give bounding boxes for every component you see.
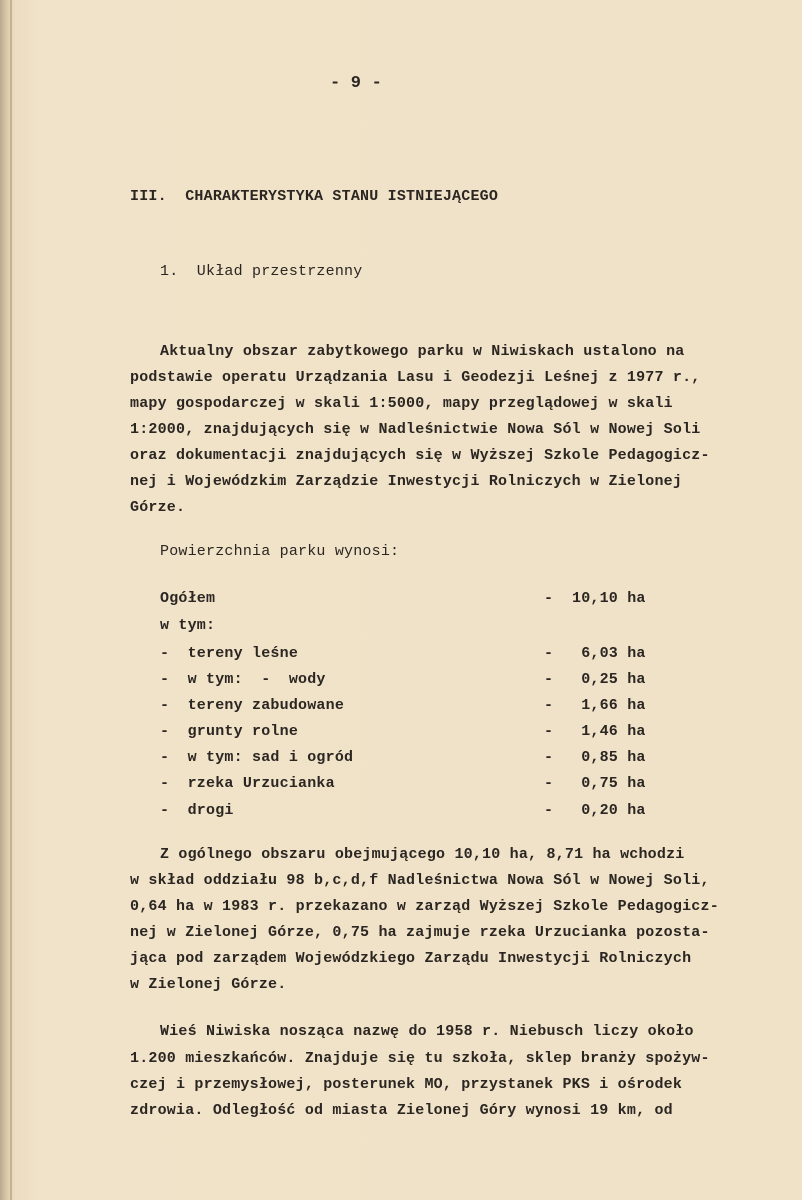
paragraph1-line: oraz dokumentacji znajdujących się w Wyższej Szkole Pedagogicz-	[130, 447, 710, 464]
table-row-label: Ogółem	[160, 590, 216, 607]
table-row-value: 0,25 ha	[572, 671, 646, 688]
paragraph2-line: jąca pod zarządem Wojewódzkiego Zarządu Inwestycji Rolniczych	[130, 950, 692, 967]
table-row-value: 0,20 ha	[572, 802, 646, 819]
paragraph1-line: 1:2000, znajdujących się w Nadleśnictwie Nowa Sól w Nowej Soli	[130, 421, 701, 438]
area-intro: Powierzchnia parku wynosi:	[160, 543, 400, 560]
table-row-label: - grunty rolne	[160, 723, 299, 740]
table-row-value: 1,66 ha	[572, 697, 646, 714]
paragraph1-line: nej i Wojewódzkim Zarządzie Inwestycji Rolniczych w Zielonej	[130, 473, 683, 490]
table-row-value: 1,46 ha	[572, 723, 646, 740]
table-row-value: 6,03 ha	[572, 645, 646, 662]
table-row-dash: -	[544, 723, 554, 740]
table-row-label: - drogi	[160, 802, 234, 819]
table-row-value: 0,85 ha	[572, 749, 646, 766]
table-row-dash: -	[544, 802, 554, 819]
binding-edge	[10, 0, 12, 1200]
paragraph3-line: Wieś Niwiska nosząca nazwę do 1958 r. Niebusch liczy około	[160, 1023, 694, 1040]
table-row-label: - tereny leśne	[160, 645, 299, 662]
table-row-dash: -	[544, 671, 554, 688]
paragraph1-line: Aktualny obszar zabytkowego parku w Niwiskach ustalono na	[160, 343, 685, 360]
table-row-dash: -	[544, 697, 554, 714]
paragraph2-line: nej w Zielonej Górze, 0,75 ha zajmuje rzeka Urzucianka pozosta-	[130, 924, 710, 941]
table-row-dash: -	[544, 749, 554, 766]
table-row-label: w tym:	[160, 617, 216, 634]
paragraph2-line: 0,64 ha w 1983 r. przekazano w zarząd Wyższej Szkole Pedagogicz-	[130, 898, 719, 915]
paragraph3-line: 1.200 mieszkańców. Znajduje się tu szkoła, sklep branży spożyw-	[130, 1050, 710, 1067]
paragraph3-line: czej i przemysłowej, posterunek MO, przystanek PKS i ośrodek	[130, 1076, 683, 1093]
table-row-dash: -	[544, 590, 554, 607]
table-row-label: - w tym: - wody	[160, 671, 326, 688]
page-number: - 9 -	[330, 74, 383, 93]
table-row-label: - tereny zabudowane	[160, 697, 345, 714]
paragraph2-line: w Zielonej Górze.	[130, 976, 287, 993]
paragraph1-line: mapy gospodarczej w skali 1:5000, mapy przeglądowej w skali	[130, 395, 673, 412]
table-row-label: - rzeka Urzucianka	[160, 775, 335, 792]
table-row-label: - w tym: sad i ogród	[160, 749, 354, 766]
paragraph1-line: Górze.	[130, 499, 186, 516]
table-row-dash: -	[544, 775, 554, 792]
paragraph1-line: podstawie operatu Urządzania Lasu i Geodezji Leśnej z 1977 r.,	[130, 369, 701, 386]
paragraph3-line: zdrowia. Odległość od miasta Zielonej Góry wynosi 19 km, od	[130, 1102, 673, 1119]
table-row-value: 10,10 ha	[572, 590, 646, 607]
table-row-dash: -	[544, 645, 554, 662]
paragraph2-line: w skład oddziału 98 b,c,d,f Nadleśnictwa Nowa Sól w Nowej Soli,	[130, 872, 710, 889]
section-heading: III. CHARAKTERYSTYKA STANU ISTNIEJĄCEGO	[130, 188, 499, 205]
subsection-heading: 1. Układ przestrzenny	[160, 263, 363, 280]
paragraph2-line: Z ogólnego obszaru obejmującego 10,10 ha, 8,71 ha wchodzi	[160, 846, 685, 863]
table-row-value: 0,75 ha	[572, 775, 646, 792]
